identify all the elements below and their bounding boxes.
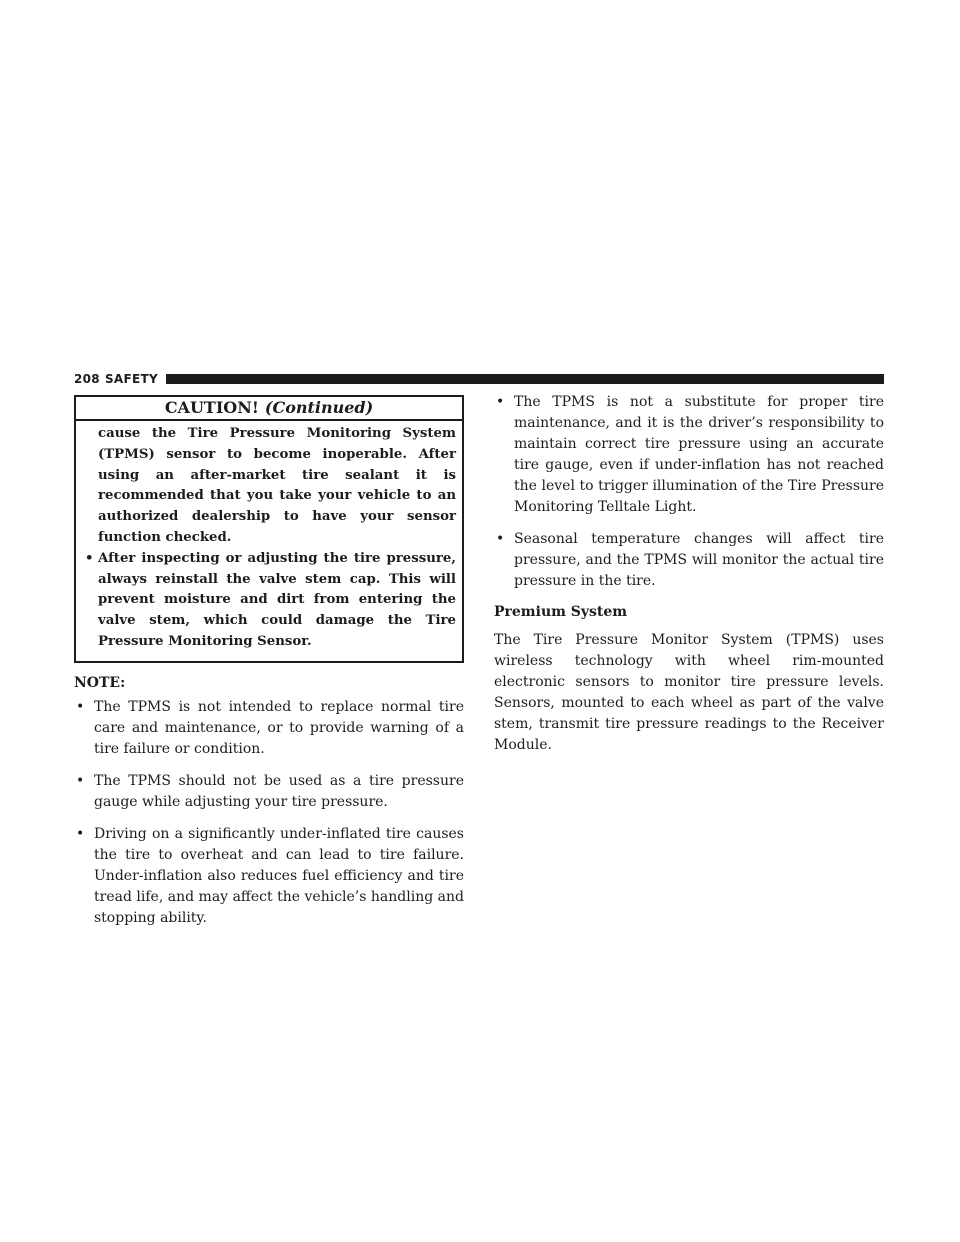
page-header	[74, 372, 884, 386]
caution-title	[76, 397, 462, 421]
page-number: 208	[74, 372, 100, 386]
left-column	[74, 395, 464, 940]
section-paragraph: The Tire Pressure Monitor System (TPMS) uses wireless technology with wheel rim-mounted electronic sensors to monitor tire pressure levels. Sensors, mounted to each wheel as part of the valve stem, transmit tire pressure readings to the Receiver Module.	[494, 632, 884, 753]
caution-bullet: • After inspecting or adjusting the tire pressure, always reinstall the valve stem cap. This will prevent moisture and dirt from entering the valve stem, which could damage the Tire Pressure Monitoring Sensor.	[84, 549, 456, 653]
caution-paragraph: cause the Tire Pressure Monitoring System (TPMS) sensor to become inoperable. After using an after-market tire sealant it is recommended that you take your vehicle to an authorized dealership to have your sensor function checked.	[98, 426, 456, 545]
note-bullet: • Driving on a significantly under-inflated tire causes the tire to overheat and can lead to tire failure. Under-inflation also reduces fuel efficiency and tire tread life, and may affect the vehicle’s handling and stopping ability.	[74, 824, 464, 929]
page-label	[74, 372, 158, 386]
caution-box	[74, 395, 464, 663]
caution-title-text: CAUTION!	[164, 398, 259, 417]
right-bullet: • Seasonal temperature changes will affect tire pressure, and the TPMS will monitor the actual tire pressure in the tire.	[494, 529, 884, 592]
right-bullet: • The TPMS is not a substitute for proper tire maintenance, and it is the driver’s responsibility to maintain correct tire pressure using an accurate tire gauge, even if under-inflation has not reached the level to trigger illumination of the Tire Pressure Monitoring Telltale Light.	[494, 392, 884, 518]
caution-body	[76, 421, 462, 661]
header-rule	[166, 374, 884, 384]
note-bullet: • The TPMS is not intended to replace normal tire care and maintenance, or to provide warning of a tire failure or condition.	[74, 697, 464, 760]
right-bullet-list	[494, 392, 884, 592]
note-bullet: • The TPMS should not be used as a tire pressure gauge while adjusting your tire pressure.	[74, 771, 464, 813]
right-column	[494, 392, 884, 756]
section-title: Premium System	[494, 604, 628, 620]
caution-continued: (Continued)	[264, 398, 374, 417]
note-bullet-list	[74, 697, 464, 929]
section-name: SAFETY	[104, 372, 158, 386]
note-label: NOTE:	[74, 674, 126, 691]
